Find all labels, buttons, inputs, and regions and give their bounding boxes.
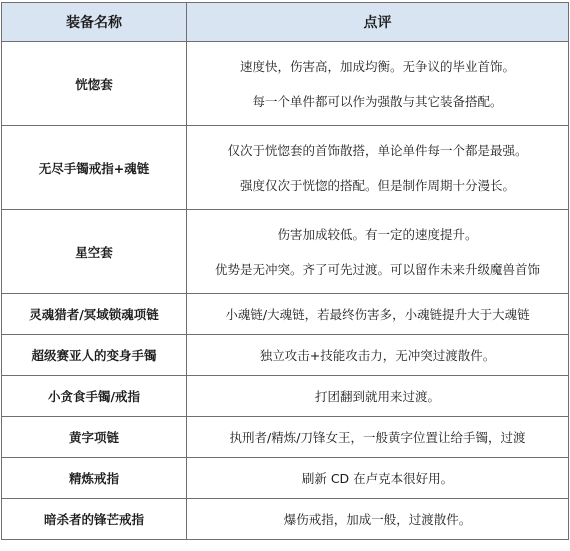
comment-cell [187, 126, 569, 210]
equipment-table [1, 2, 569, 540]
comment-cell: 独立攻击+技能攻击力，无冲突过渡散件。 [187, 335, 569, 376]
comment-cell [187, 210, 569, 294]
equipment-name: 超级赛亚人的变身手镯 [2, 335, 187, 376]
table-row [2, 126, 569, 210]
table-row [2, 458, 569, 499]
equipment-name: 无尽手镯戒指+魂链 [2, 126, 187, 210]
table-row [2, 210, 569, 294]
table-row [2, 335, 569, 376]
comment-line: 强度仅次于恍惚的搭配。但是制作周期十分漫长。 [239, 178, 515, 193]
table-row [2, 417, 569, 458]
comment-cell: 爆伤戒指，加成一般，过渡散件。 [187, 499, 569, 540]
comment-line: 每一个单件都可以作为强散与其它装备搭配。 [252, 94, 503, 109]
comment-cell: 执刑者/精炼/刀锋女王，一般黄字位置让给手镯，过渡 [187, 417, 569, 458]
comment-line: 仅次于恍惚套的首饰散搭，单论单件每一个都是最强。 [227, 143, 528, 158]
equipment-name: 恍惚套 [2, 42, 187, 126]
equipment-name: 暗杀者的锋芒戒指 [2, 499, 187, 540]
header-equipment-name: 装备名称 [2, 3, 187, 42]
comment-cell [187, 42, 569, 126]
comment-cell: 小魂链/大魂链，若最终伤害多，小魂链提升大于大魂链 [187, 294, 569, 335]
comment-line: 速度快，伤害高，加成均衡。无争议的毕业首饰。 [239, 59, 515, 74]
equipment-name: 小贪食手镯/戒指 [2, 376, 187, 417]
table-row [2, 499, 569, 540]
header-comment: 点评 [187, 3, 569, 42]
header-row [2, 3, 569, 42]
comment-line: 伤害加成较低。有一定的速度提升。 [277, 227, 478, 242]
table-row [2, 294, 569, 335]
comment-line: 优势是无冲突。齐了可先过渡。可以留作未来升级魔兽首饰 [214, 262, 540, 277]
equipment-name: 星空套 [2, 210, 187, 294]
table-row [2, 376, 569, 417]
equipment-name: 黄字项链 [2, 417, 187, 458]
table-row [2, 42, 569, 126]
comment-cell: 刷新 CD 在卢克本很好用。 [187, 458, 569, 499]
equipment-name: 精炼戒指 [2, 458, 187, 499]
equipment-name: 灵魂猎者/冥域锁魂项链 [2, 294, 187, 335]
comment-cell: 打团翻到就用来过渡。 [187, 376, 569, 417]
